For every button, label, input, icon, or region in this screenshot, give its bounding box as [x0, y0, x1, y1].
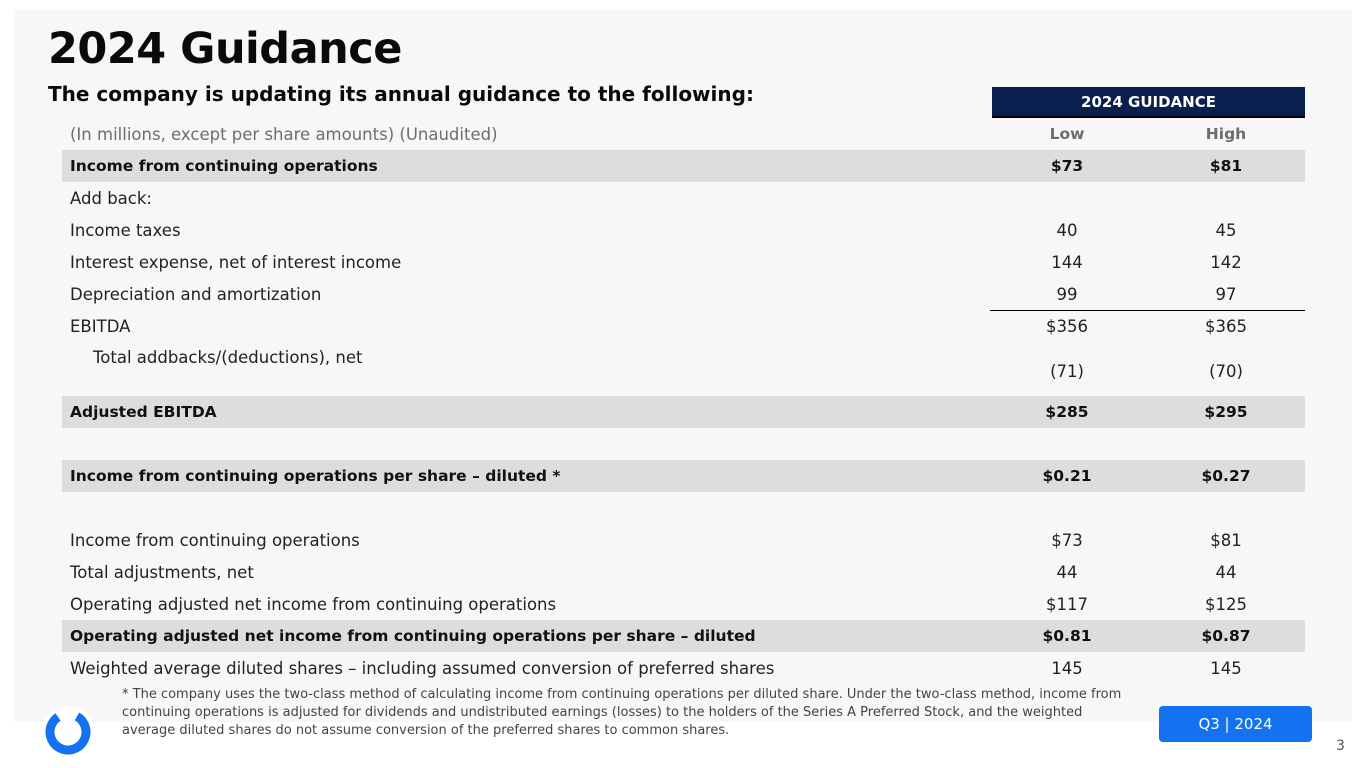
- guidance-column-header: 2024 GUIDANCE: [992, 87, 1305, 118]
- row-low-value: $356: [1046, 316, 1088, 336]
- page-title: 2024 Guidance: [48, 24, 402, 74]
- table-caption: (In millions, except per share amounts) (Unaudited): [70, 124, 498, 144]
- row-low-value: $73: [1051, 530, 1083, 550]
- row-low-value: $117: [1046, 594, 1088, 614]
- row-low-value: 144: [1051, 252, 1083, 272]
- row-low-value: 44: [1056, 562, 1078, 582]
- table-row: [62, 556, 1305, 588]
- row-high-value: $295: [1204, 403, 1248, 421]
- column-high-header: High: [1205, 125, 1247, 143]
- row-high-value: 45: [1215, 220, 1237, 240]
- row-low-value: 99: [1056, 284, 1078, 304]
- row-high-value: 97: [1215, 284, 1237, 304]
- row-label: Total adjustments, net: [70, 562, 254, 582]
- row-high-value: 145: [1210, 658, 1242, 678]
- guidance-table: [62, 118, 1305, 684]
- quarter-badge: Q3 | 2024: [1159, 706, 1312, 742]
- row-label: Operating adjusted net income from continuing operations per share – diluted: [70, 627, 756, 645]
- row-high-value: (70): [1209, 362, 1243, 381]
- row-label: Income from continuing operations per share – diluted *: [70, 467, 561, 485]
- page-number: 3: [1336, 738, 1345, 754]
- row-low-value: $0.21: [1042, 467, 1092, 485]
- row-low-value: $0.81: [1042, 627, 1092, 645]
- table-row: [62, 150, 1305, 182]
- row-label: Total addbacks/(deductions), net: [93, 348, 363, 367]
- row-label: Income taxes: [70, 220, 181, 240]
- table-row: [62, 588, 1305, 620]
- row-low-value: (71): [1050, 362, 1084, 381]
- table-header-row: [62, 118, 1305, 150]
- row-label: Income from continuing operations: [70, 157, 378, 175]
- row-high-value: $81: [1210, 530, 1242, 550]
- row-label: Income from continuing operations: [70, 530, 360, 550]
- row-high-value: 44: [1215, 562, 1237, 582]
- table-row: [62, 620, 1305, 652]
- column-low-header: Low: [1049, 125, 1085, 143]
- row-high-value: 142: [1210, 252, 1242, 272]
- row-label: Interest expense, net of interest income: [70, 252, 402, 272]
- row-high-value: $0.87: [1201, 627, 1251, 645]
- table-spacer: [62, 492, 1305, 524]
- table-spacer: [62, 428, 1305, 460]
- table-row: [62, 396, 1305, 428]
- row-low-value: $285: [1045, 403, 1089, 421]
- table-row: [62, 246, 1305, 278]
- table-row: [62, 278, 1305, 310]
- table-row: [62, 652, 1305, 684]
- row-high-value: $125: [1205, 594, 1247, 614]
- row-label: Add back:: [70, 188, 152, 208]
- page-subtitle: The company is updating its annual guidance to the following:: [48, 82, 754, 106]
- ring-logo-icon: [40, 704, 96, 760]
- table-row: [62, 524, 1305, 556]
- row-high-value: $0.27: [1201, 467, 1251, 485]
- row-label: Operating adjusted net income from continuing operations: [70, 594, 557, 614]
- table-row: [62, 460, 1305, 492]
- row-low-value: 40: [1056, 220, 1078, 240]
- row-label: EBITDA: [70, 316, 131, 336]
- footnote: * The company uses the two-class method of calculating income from continuing operations per diluted share. Under the two-class method, income from continuing operations is adjusted for dividends and undistributed earnings (losses) to the holders of the Series A Preferred Stock, and the weighted average diluted shares do not assume conversion of the preferred shares to common shares.: [122, 687, 1122, 738]
- row-label: Depreciation and amortization: [70, 284, 322, 304]
- row-high-value: $81: [1209, 157, 1243, 175]
- table-row: [62, 342, 1305, 396]
- row-label: Weighted average diluted shares – including assumed conversion of preferred shares: [70, 658, 775, 678]
- row-low-value: 145: [1051, 658, 1083, 678]
- table-row: [62, 214, 1305, 246]
- table-row: [62, 310, 1305, 342]
- row-label: Adjusted EBITDA: [70, 403, 217, 421]
- row-high-value: $365: [1205, 316, 1247, 336]
- row-low-value: $73: [1050, 157, 1084, 175]
- table-row: [62, 182, 1305, 214]
